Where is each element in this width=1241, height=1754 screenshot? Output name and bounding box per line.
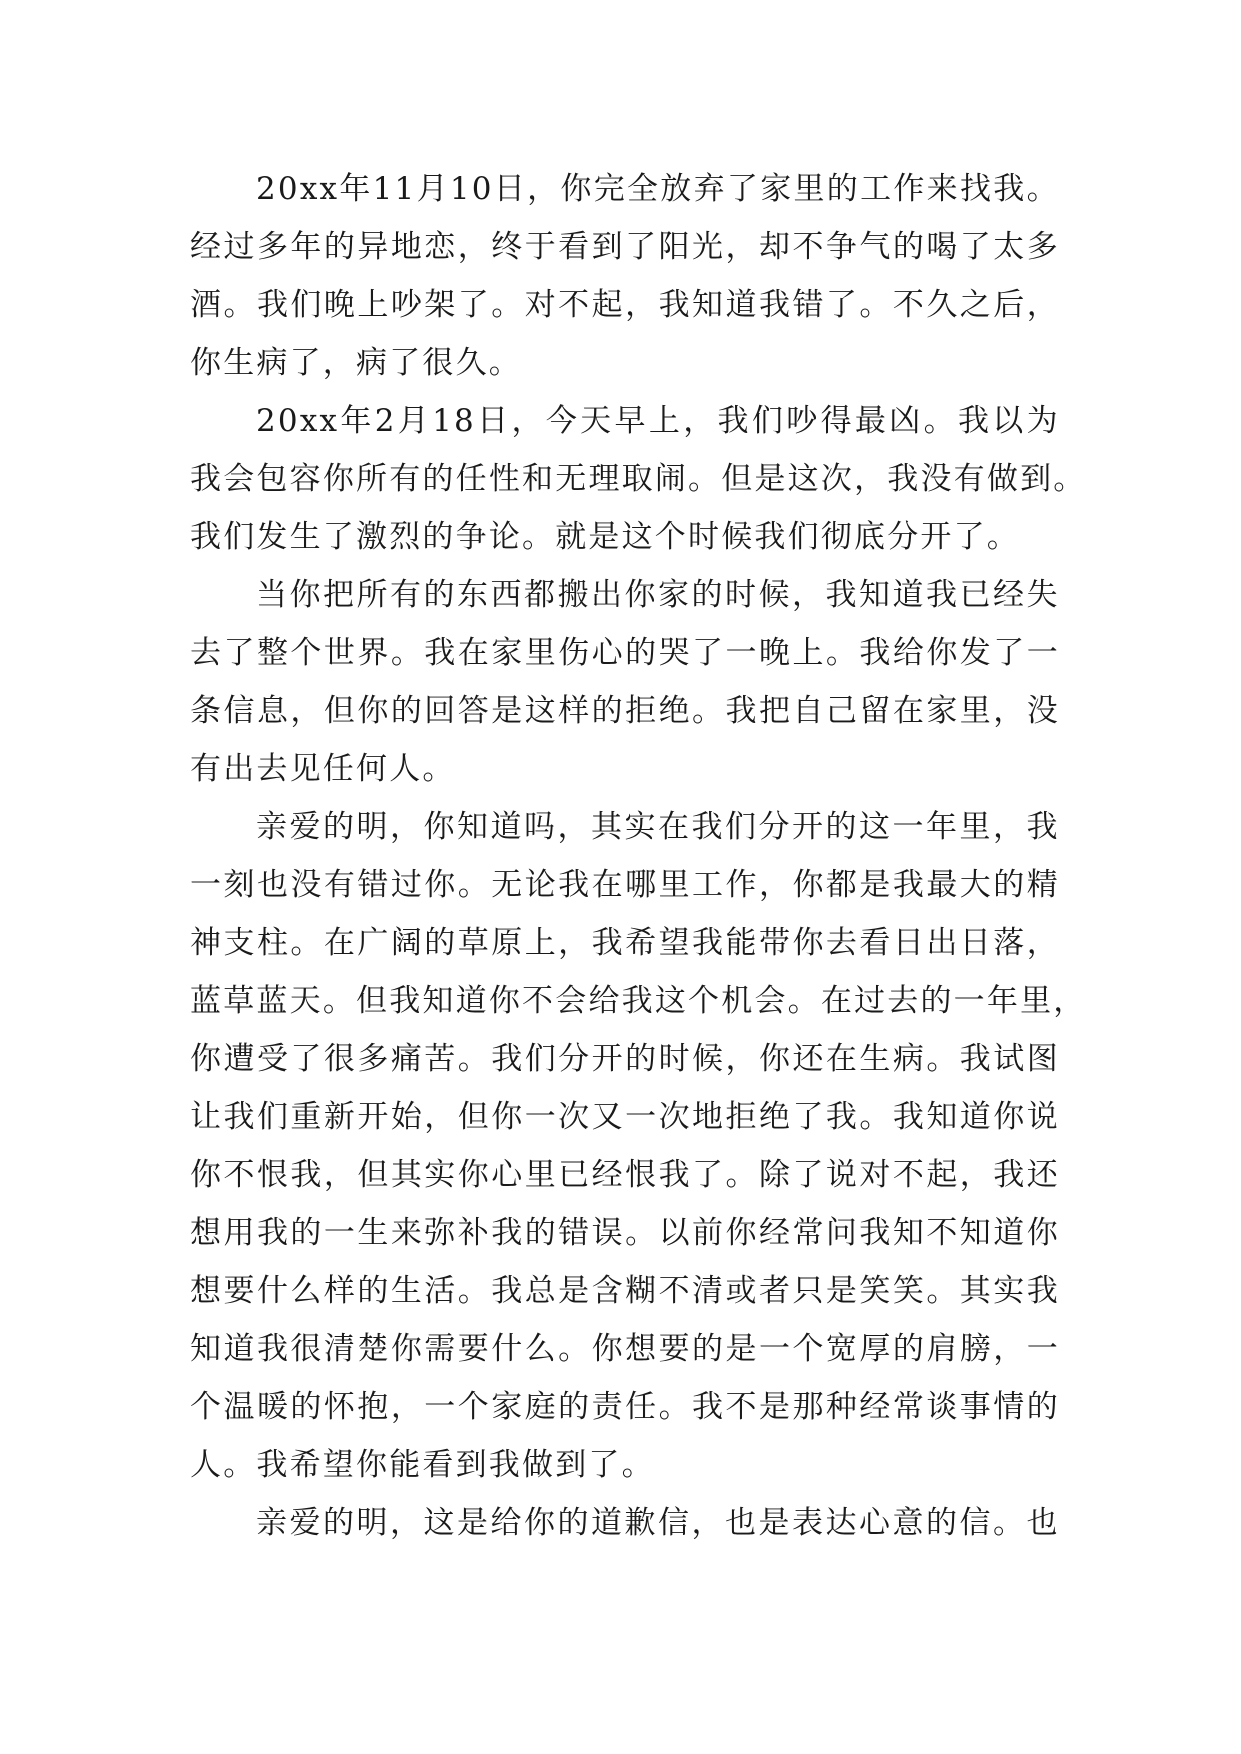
text-line: 你生病了，病了很久。: [190, 345, 522, 381]
text-line: 我 会 包 容 你 所 有 的 任 性 和 无 理 取 闹 。 但 是 这 次 ， 我 没 有 做 到 。: [190, 461, 1087, 497]
text-line: 亲 爱 的 明 ， 你 知 道 吗 ， 其 实 在 我 们 分 开 的 这 一 年 里 ， 我: [256, 809, 1060, 845]
text-line: 有出去见任何人。: [190, 751, 456, 787]
text-line: 神 支 柱 。 在 广 阔 的 草 原 上 ， 我 希 望 我 能 带 你 去 看 日 出 日 落 ，: [190, 925, 1060, 961]
text-line: 亲 爱 的 明 ， 这 是 给 你 的 道 歉 信 ， 也 是 表 达 心 意 的 信 。 也: [256, 1505, 1060, 1541]
text-line: 知 道 我 很 清 楚 你 需 要 什 么 。 你 想 要 的 是 一 个 宽 厚 的 肩 膀 ， 一: [190, 1331, 1060, 1367]
text-line: 想 要 什 么 样 的 生 活 。 我 总 是 含 糊 不 清 或 者 只 是 笑 笑 。 其 实 我: [190, 1273, 1060, 1309]
text-line: 你 不 恨 我 ， 但 其 实 你 心 里 已 经 恨 我 了 。 除 了 说 对 不 起 ， 我 还: [190, 1157, 1060, 1193]
text-line: 一 刻 也 没 有 错 过 你 。 无 论 我 在 哪 里 工 作 ， 你 都 是 我 最 大 的 精: [190, 867, 1060, 903]
text-line: 经 过 多 年 的 异 地 恋 ， 终 于 看 到 了 阳 光 ， 却 不 争 气 的 喝 了 太 多: [190, 229, 1060, 265]
text-line: 当 你 把 所 有 的 东 西 都 搬 出 你 家 的 时 候 ， 我 知 道 我 已 经 失: [256, 577, 1060, 613]
text-line: 想 用 我 的 一 生 来 弥 补 我 的 错 误 。 以 前 你 经 常 问 我 知 不 知 道 你: [190, 1215, 1060, 1251]
text-line: 我们发生了激烈的争论。就是这个时候我们彻底分开了。: [190, 519, 1020, 555]
letter-body: [190, 160, 1087, 1552]
text-line: 20xx 年 11 月 10 日 ， 你 完 全 放 弃 了 家 里 的 工 作 来 找 我 。: [256, 171, 1060, 207]
text-line: 条 信 息 ， 但 你 的 回 答 是 这 样 的 拒 绝 。 我 把 自 己 留 在 家 里 ， 没: [190, 693, 1060, 729]
text-line: 20xx 年 2 月 18 日 ， 今 天 早 上 ， 我 们 吵 得 最 凶 。 我 以 为: [256, 403, 1060, 439]
text-line: 酒 。 我 们 晚 上 吵 架 了 。 对 不 起 ， 我 知 道 我 错 了 。 不 久 之 后 ，: [190, 287, 1060, 323]
text-line: 去 了 整 个 世 界 。 我 在 家 里 伤 心 的 哭 了 一 晚 上 。 我 给 你 发 了 一: [190, 635, 1060, 671]
text-line: 人。我希望你能看到我做到了。: [190, 1447, 655, 1483]
text-line: 个 温 暖 的 怀 抱 ， 一 个 家 庭 的 责 任 。 我 不 是 那 种 经 常 谈 事 情 的: [190, 1389, 1060, 1425]
text-line: 你 遭 受 了 很 多 痛 苦 。 我 们 分 开 的 时 候 ， 你 还 在 生 病 。 我 试 图: [190, 1041, 1060, 1077]
text-line: 让 我 们 重 新 开 始 ， 但 你 一 次 又 一 次 地 拒 绝 了 我 。 我 知 道 你 说: [190, 1099, 1060, 1135]
text-line: 蓝 草 蓝 天 。 但 我 知 道 你 不 会 给 我 这 个 机 会 。 在 过 去 的 一 年 里 ，: [190, 983, 1087, 1019]
